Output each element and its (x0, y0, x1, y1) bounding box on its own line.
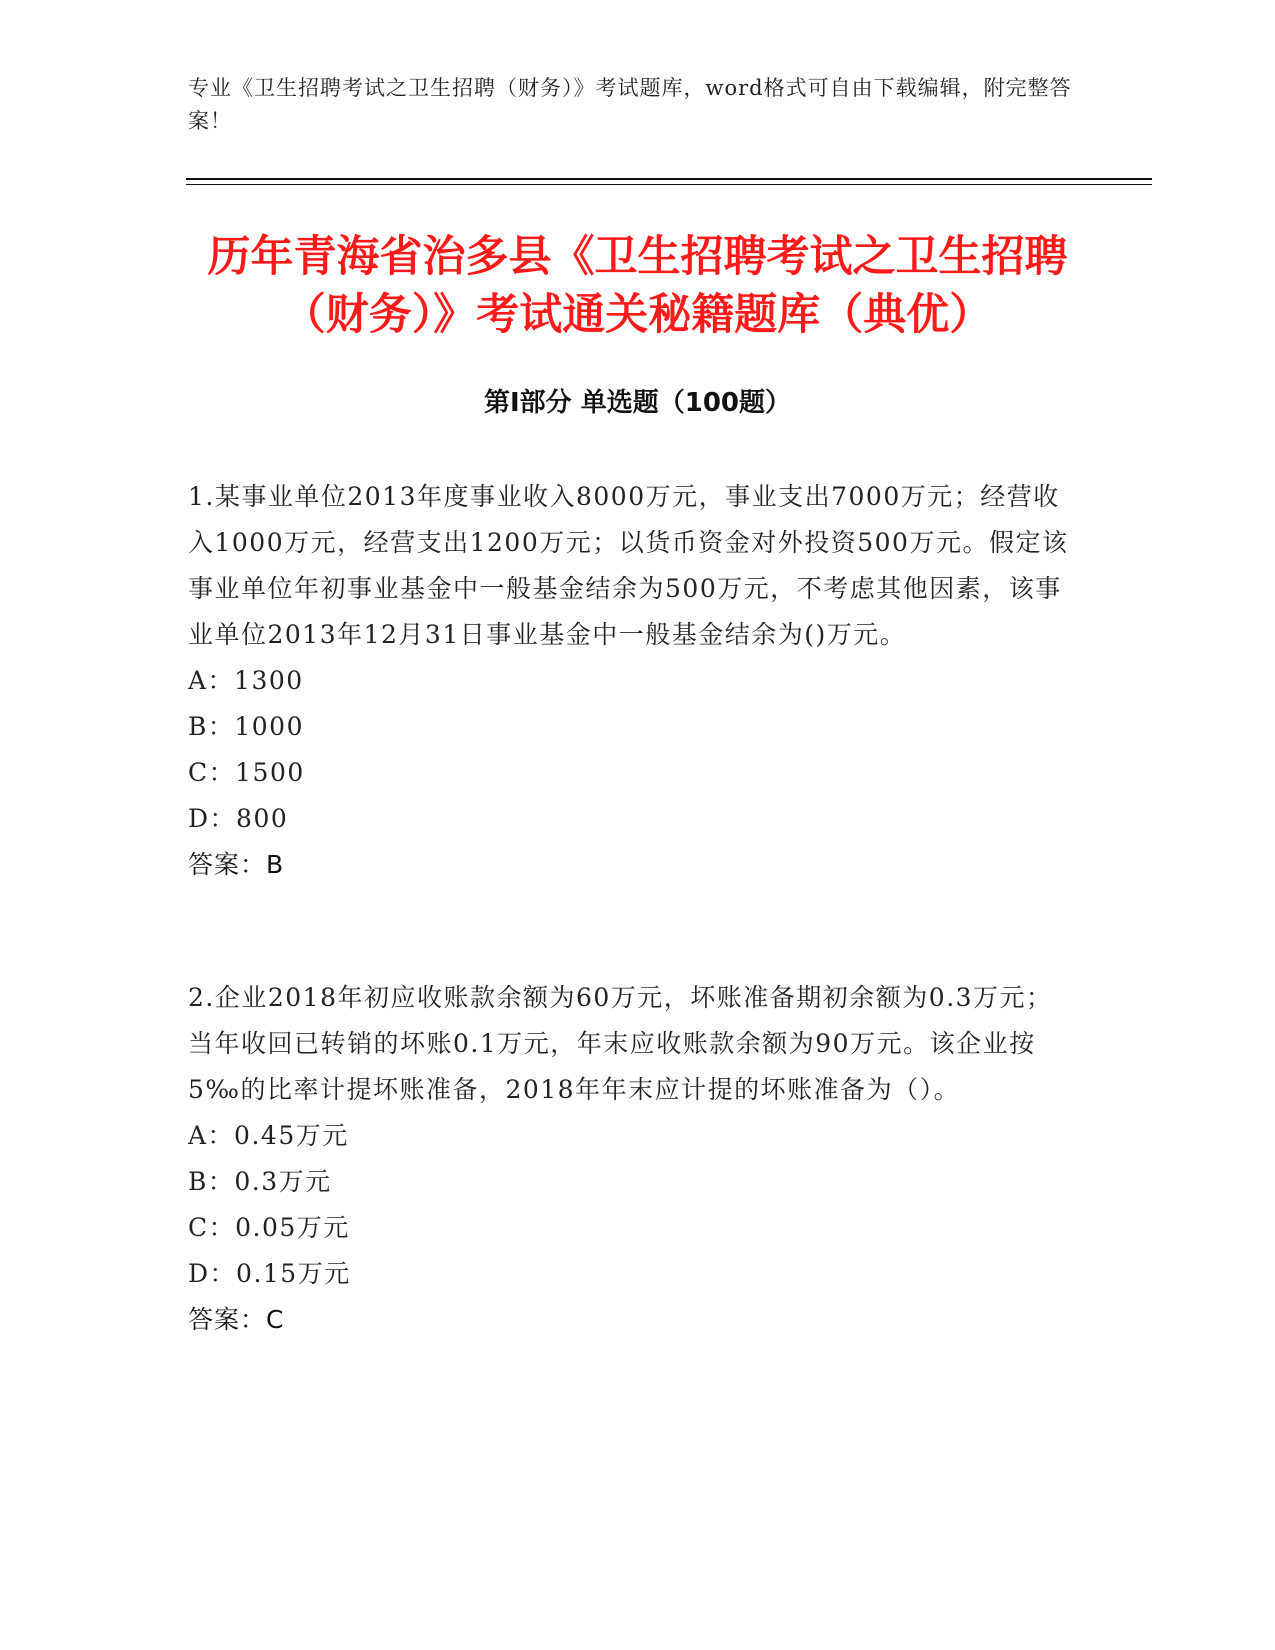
document-title: 历年青海省治多县《卫生招聘考试之卫生招聘（财务）》考试通关秘籍题库（典优） (207, 232, 1068, 340)
option-c: C：1500 (188, 758, 305, 787)
option-d: D：0.15万元 (188, 1259, 351, 1288)
answer: 答案：C (188, 1305, 285, 1334)
answer: 答案：B (188, 850, 285, 879)
header-divider-thin (186, 184, 1152, 185)
option-d: D：800 (188, 804, 289, 833)
question-stem: 2.企业2018年初应收账款余额为60万元，坏账准备期初余额为0.3万元；当年收回已转销的坏账0.1万元，年末应收账款余额为90万元。该企业按5‰的比率计提坏账准备，2018年年末应计提的坏账准备为（）。 (188, 983, 1053, 1104)
question-2 (188, 975, 1076, 1343)
option-c: C：0.05万元 (188, 1213, 350, 1242)
header-divider-thick (186, 178, 1152, 180)
option-b: B：1000 (188, 712, 304, 741)
option-a: A：0.45万元 (188, 1121, 349, 1150)
question-stem: 1.某事业单位2013年度事业收入8000万元，事业支出7000万元；经营收入1000万元，经营支出1200万元；以货币资金对外投资500万元。假定该事业单位年初事业基金中一般基金结余为500万元，不考虑其他因素，该事业单位2013年12月31日事业基金中一般基金结余为()万元。 (188, 482, 1069, 649)
section-heading: 第I部分 单选题（100题） (484, 388, 791, 418)
question-1 (188, 474, 1076, 888)
option-a: A：1300 (188, 666, 304, 695)
header-note: 专业《卫生招聘考试之卫生招聘（财务）》考试题库，word格式可自由下载编辑，附完整答案！ (188, 76, 1072, 133)
option-b: B：0.3万元 (188, 1167, 332, 1196)
